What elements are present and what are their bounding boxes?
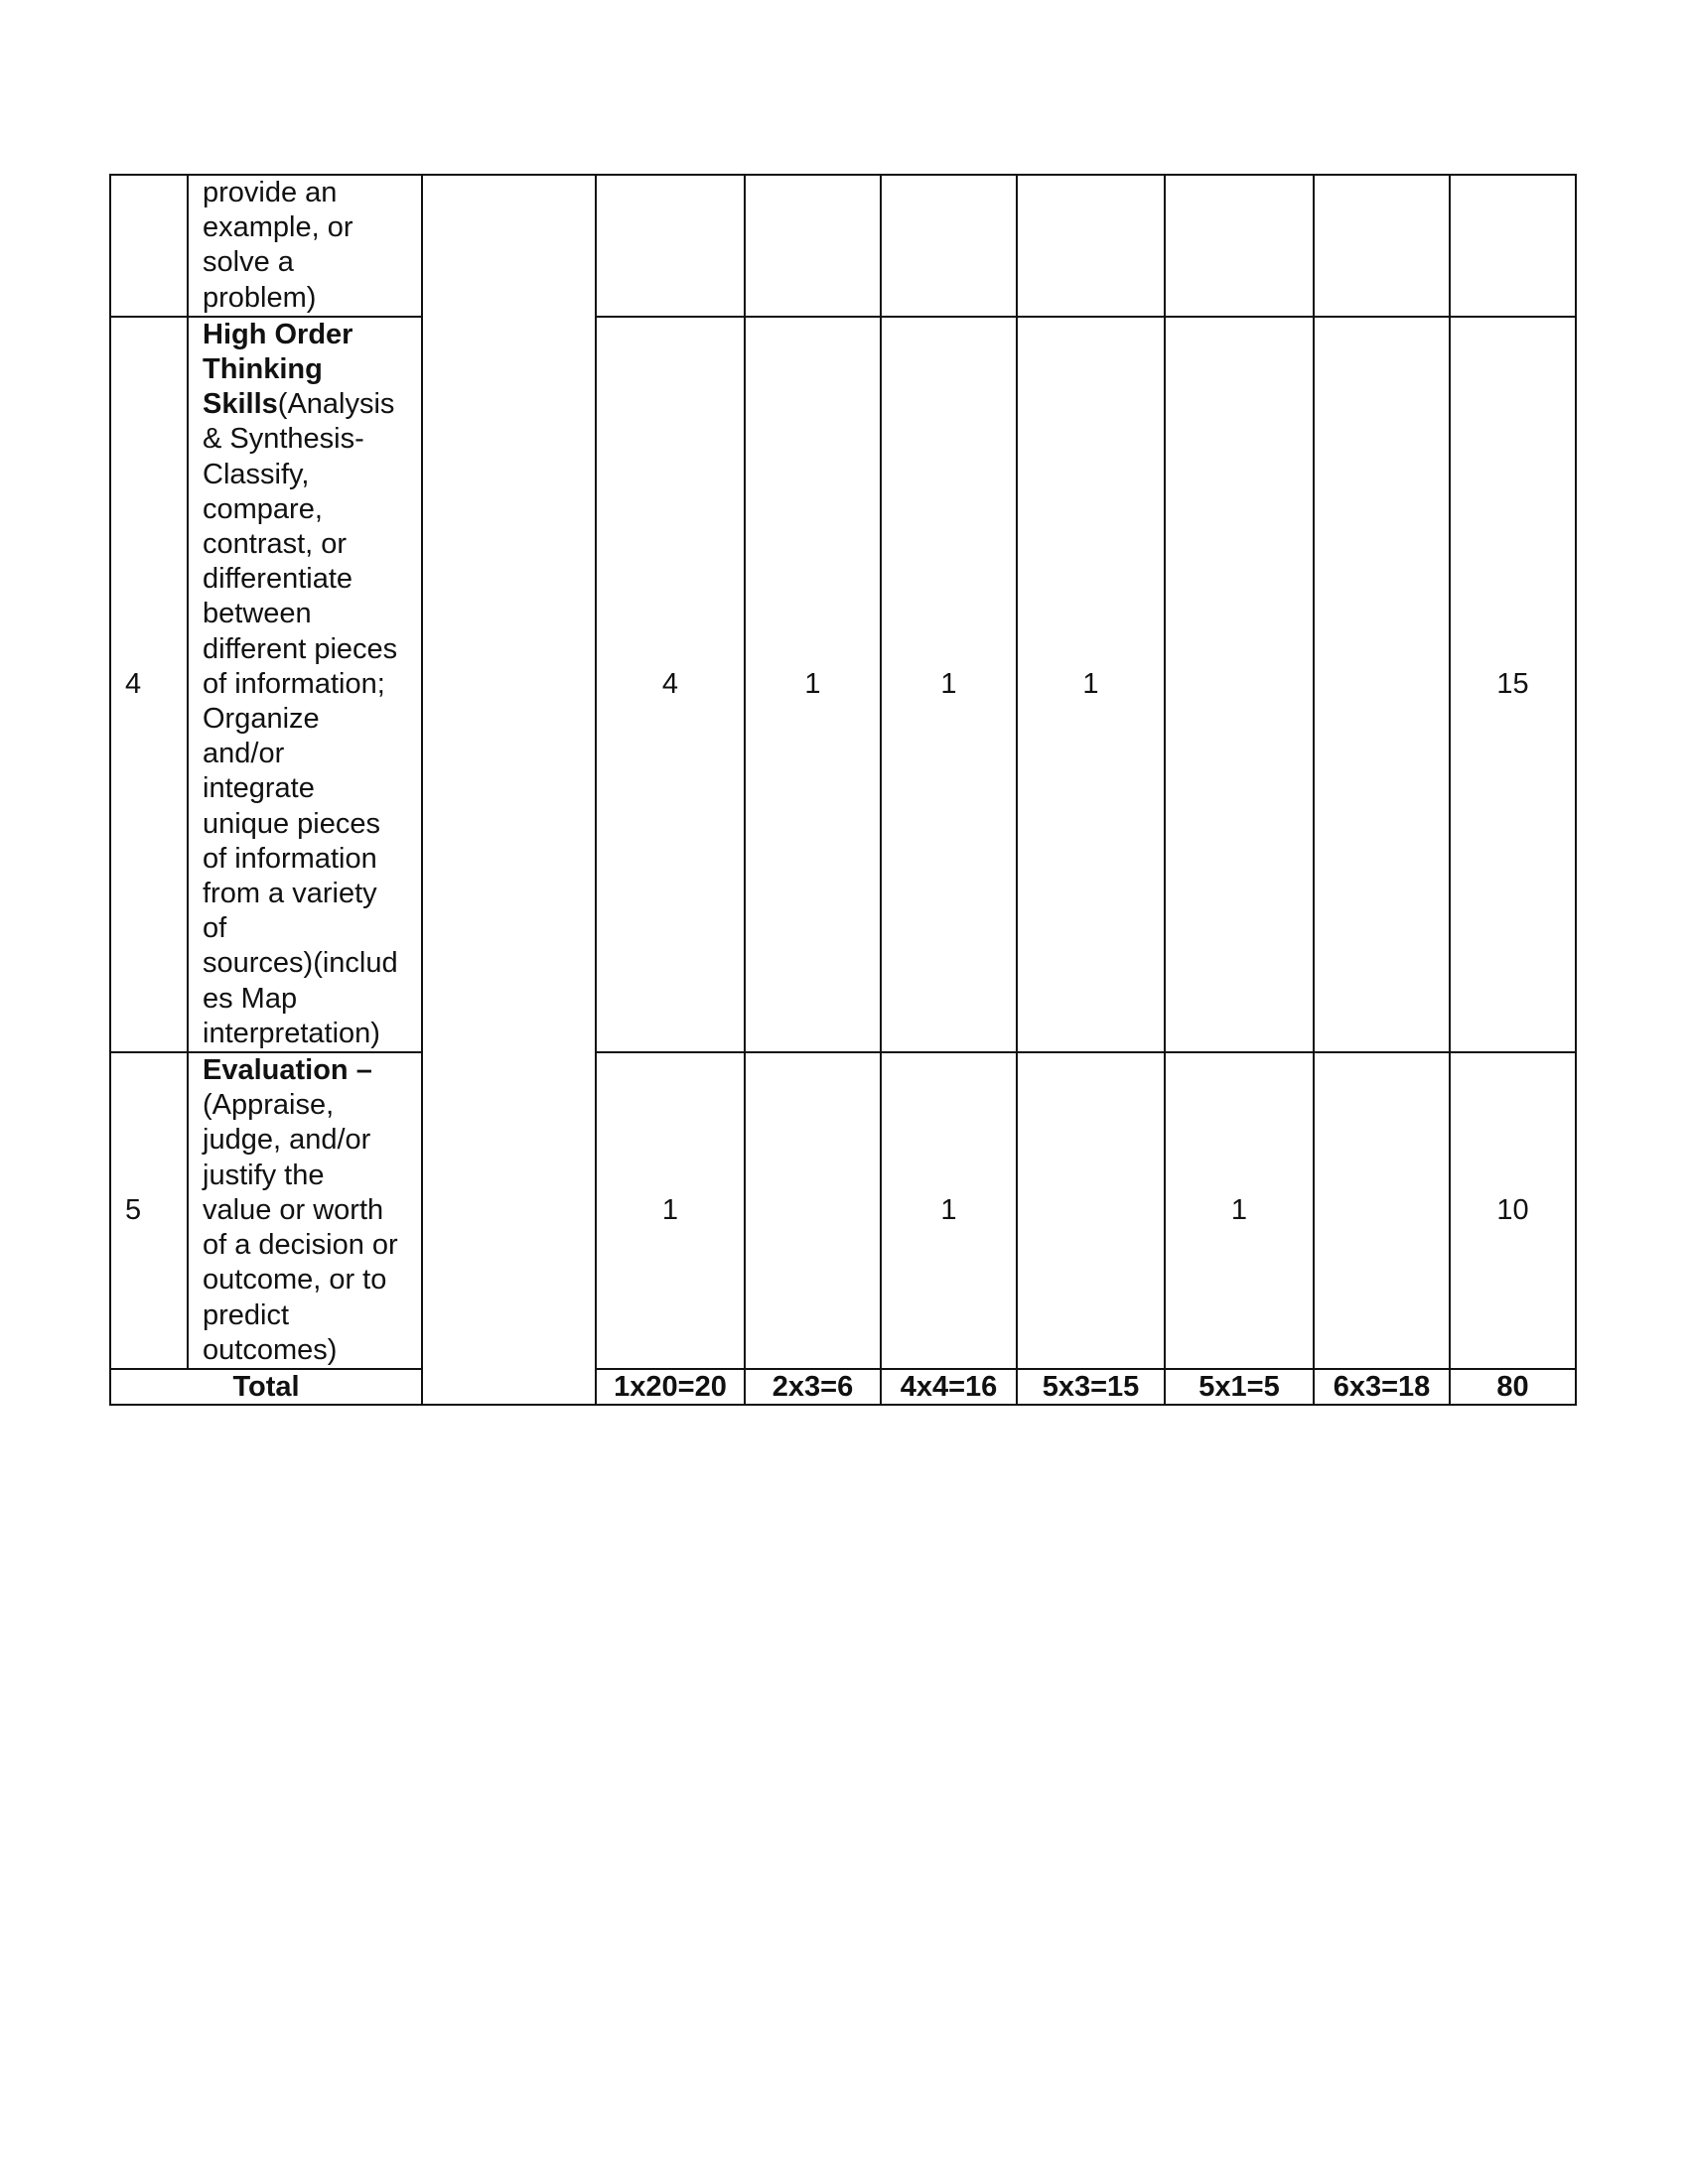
desc-line: solve a	[203, 246, 294, 279]
value-cell	[1165, 317, 1314, 1052]
desc-line: different pieces	[203, 632, 398, 665]
desc-line: predict	[203, 1298, 290, 1331]
desc-line: of information	[203, 842, 377, 875]
desc-line: & Synthesis-	[203, 423, 364, 456]
value-cell: 1	[1165, 1052, 1314, 1369]
value-cell	[881, 175, 1017, 317]
value-cell	[745, 1052, 881, 1369]
value-cell: 10	[1450, 1052, 1576, 1369]
value-cell	[596, 175, 745, 317]
desc-bold-text: Skills	[203, 388, 278, 421]
desc-line: (Appraise,	[203, 1089, 335, 1122]
desc-line: differentiate	[203, 563, 353, 596]
desc-line: provide an	[203, 177, 338, 208]
table-row	[110, 175, 1576, 317]
desc-text: (Analysis	[277, 388, 395, 421]
desc-line: and/or	[203, 738, 285, 770]
desc-bold-text: Evaluation –	[203, 1054, 372, 1087]
value-cell: 1	[1017, 317, 1165, 1052]
desc-line: es Map	[203, 982, 298, 1015]
value-cell	[1314, 1052, 1450, 1369]
desc-line	[203, 352, 413, 387]
total-value-cell: 5x1=5	[1165, 1369, 1314, 1405]
total-value-cell: 4x4=16	[881, 1369, 1017, 1405]
desc-line: Classify,	[203, 458, 310, 490]
question-blueprint-table	[109, 174, 1577, 1406]
desc-line: interpretation)	[203, 1017, 380, 1049]
value-cell	[1017, 175, 1165, 317]
value-cell	[1314, 175, 1450, 317]
objective-description-cell	[188, 175, 422, 317]
desc-line: outcome, or to	[203, 1264, 387, 1297]
desc-line	[203, 1053, 413, 1088]
total-value-cell: 5x3=15	[1017, 1369, 1165, 1405]
desc-line: unique pieces	[203, 807, 380, 840]
value-cell: 15	[1450, 317, 1576, 1052]
desc-line: integrate	[203, 772, 315, 805]
table-row	[110, 1052, 1576, 1369]
desc-line: justify the	[203, 1159, 325, 1191]
desc-line: judge, and/or	[203, 1124, 371, 1157]
desc-line: outcomes)	[203, 1333, 338, 1366]
desc-line: value or worth	[203, 1193, 384, 1226]
value-cell: 1	[881, 1052, 1017, 1369]
blank-column-cell	[422, 175, 596, 1405]
serial-number-cell	[110, 175, 188, 317]
value-cell	[745, 175, 881, 317]
value-cell: 1	[596, 1052, 745, 1369]
value-cell	[1314, 317, 1450, 1052]
grand-total-cell: 80	[1450, 1369, 1576, 1405]
desc-line: of information;	[203, 667, 385, 700]
serial-number-cell: 5	[110, 1052, 188, 1369]
desc-line: sources)(includ	[203, 947, 398, 980]
desc-line: compare,	[203, 492, 323, 525]
desc-line: of a decision or	[203, 1229, 398, 1262]
total-row	[110, 1369, 1576, 1405]
desc-line: between	[203, 598, 312, 630]
desc-line: of	[203, 912, 227, 945]
desc-line: problem)	[203, 281, 317, 314]
value-cell	[1017, 1052, 1165, 1369]
objective-description-cell	[188, 317, 422, 1052]
value-cell: 4	[596, 317, 745, 1052]
total-value-cell: 1x20=20	[596, 1369, 745, 1405]
desc-line: from a variety	[203, 878, 377, 910]
desc-line: contrast, or	[203, 528, 348, 561]
desc-bold-text: Thinking	[203, 353, 323, 386]
table-row	[110, 317, 1576, 1052]
total-value-cell: 6x3=18	[1314, 1369, 1450, 1405]
value-cell	[1165, 175, 1314, 317]
total-value-cell: 2x3=6	[745, 1369, 881, 1405]
desc-line	[203, 387, 413, 422]
objective-description-cell	[188, 1052, 422, 1369]
value-cell: 1	[745, 317, 881, 1052]
desc-line	[203, 318, 413, 352]
value-cell	[1450, 175, 1576, 317]
desc-line: example, or	[203, 211, 353, 244]
total-label: Total	[110, 1369, 422, 1405]
value-cell: 1	[881, 317, 1017, 1052]
desc-bold-text: High Order	[203, 318, 353, 350]
serial-number-cell: 4	[110, 317, 188, 1052]
desc-line: Organize	[203, 703, 320, 736]
